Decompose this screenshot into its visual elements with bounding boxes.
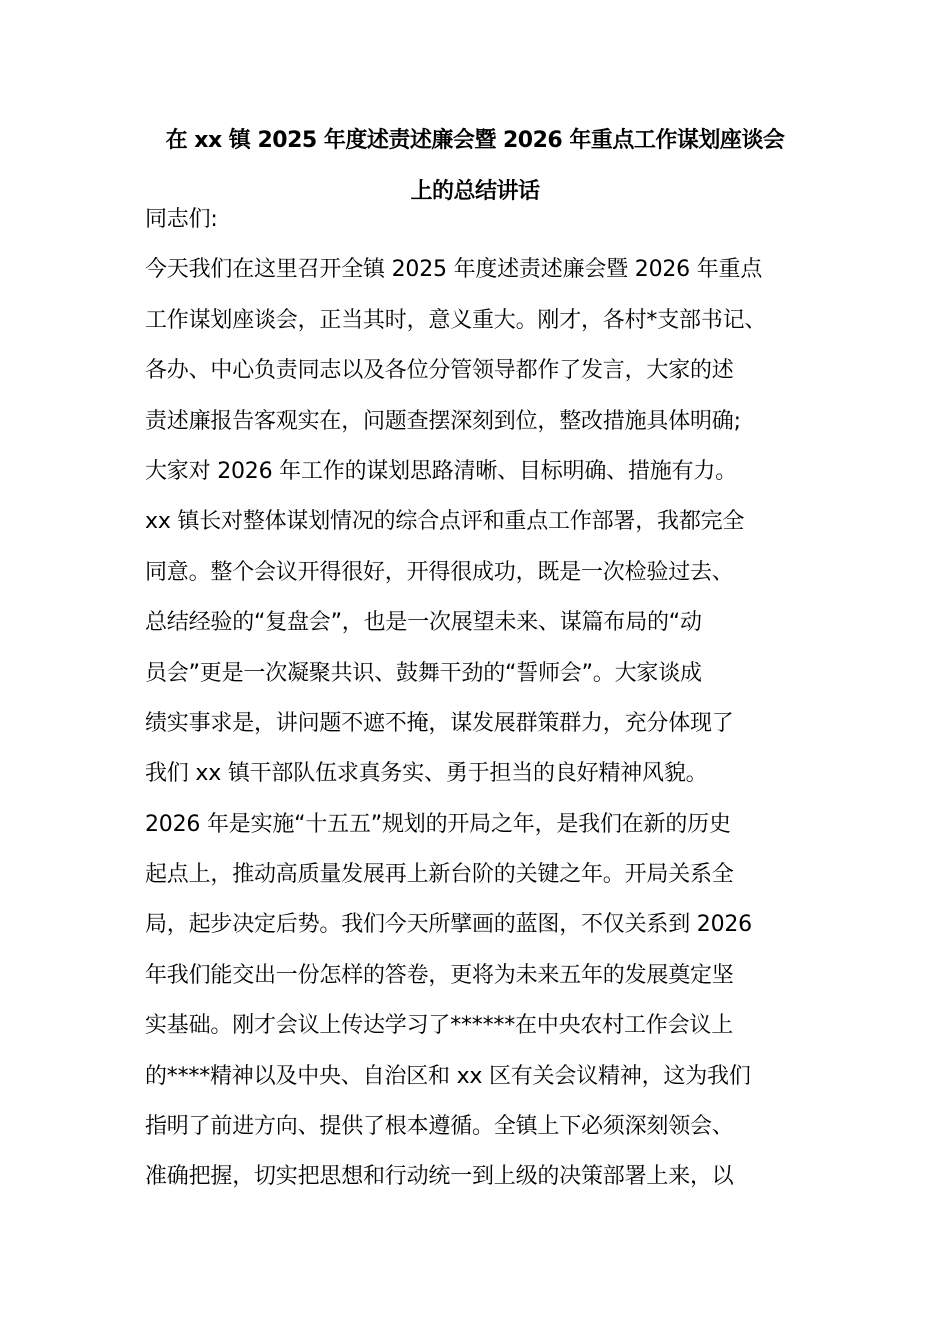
body-line: 年我们能交出一份怎样的答卷，更将为未来五年的发展奠定坚 — [145, 962, 734, 988]
body-line: 各办、中心负责同志以及各位分管领导都作了发言，大家的述 — [145, 358, 734, 384]
document-body — [145, 195, 810, 1203]
body-line: 大家对 2026 年工作的谋划思路清晰、目标明确、措施有力。 — [145, 458, 737, 484]
document-title-line-1: 在 xx 镇 2025 年度述责述廉会暨 2026 年重点工作谋划座谈会 — [165, 128, 785, 153]
body-line: 起点上，推动高质量发展再上新台阶的关键之年。开局关系全 — [145, 862, 734, 888]
body-line: 准确把握，切实把思想和行动统一到上级的决策部署上来，以 — [145, 1164, 734, 1190]
body-line: 今天我们在这里召开全镇 2025 年度述责述廉会暨 2026 年重点 — [145, 257, 763, 283]
body-line: 局，起步决定后势。我们今天所擘画的蓝图，不仅关系到 2026 — [145, 912, 752, 938]
body-line: 同意。整个会议开得很好，开得很成功，既是一次检验过去、 — [145, 559, 734, 585]
body-line: 总结经验的“复盘会”，也是一次展望未来、谋篇布局的“动 — [145, 610, 702, 636]
body-line: xx 镇长对整体谋划情况的综合点评和重点工作部署，我都完全 — [145, 509, 745, 535]
document-title-line-2: 上的总结讲话 — [410, 179, 540, 204]
body-line: 的****精神以及中央、自治区和 xx 区有关会议精神，这为我们 — [145, 1063, 751, 1089]
body-line: 责述廉报告客观实在，问题查摆深刻到位，整改措施具体明确; — [145, 408, 741, 434]
body-line: 我们 xx 镇干部队伍求真务实、勇于担当的良好精神风貌。 — [145, 761, 708, 787]
body-line: 2026 年是实施“十五五”规划的开局之年，是我们在新的历史 — [145, 811, 731, 837]
body-line: 同志们: — [145, 207, 218, 232]
body-line: 实基础。刚才会议上传达学习了******在中央农村工作会议上 — [145, 1013, 734, 1039]
body-line: 绩实事求是，讲问题不遮不掩，谋发展群策群力，充分体现了 — [145, 710, 734, 736]
body-line: 指明了前进方向、提供了根本遵循。全镇上下必须深刻领会、 — [145, 1114, 734, 1140]
body-line: 员会”更是一次凝聚共识、鼓舞干劲的“誓师会”。大家谈成 — [145, 660, 702, 686]
body-line: 工作谋划座谈会，正当其时，意义重大。刚才，各村*支部书记、 — [145, 307, 767, 333]
